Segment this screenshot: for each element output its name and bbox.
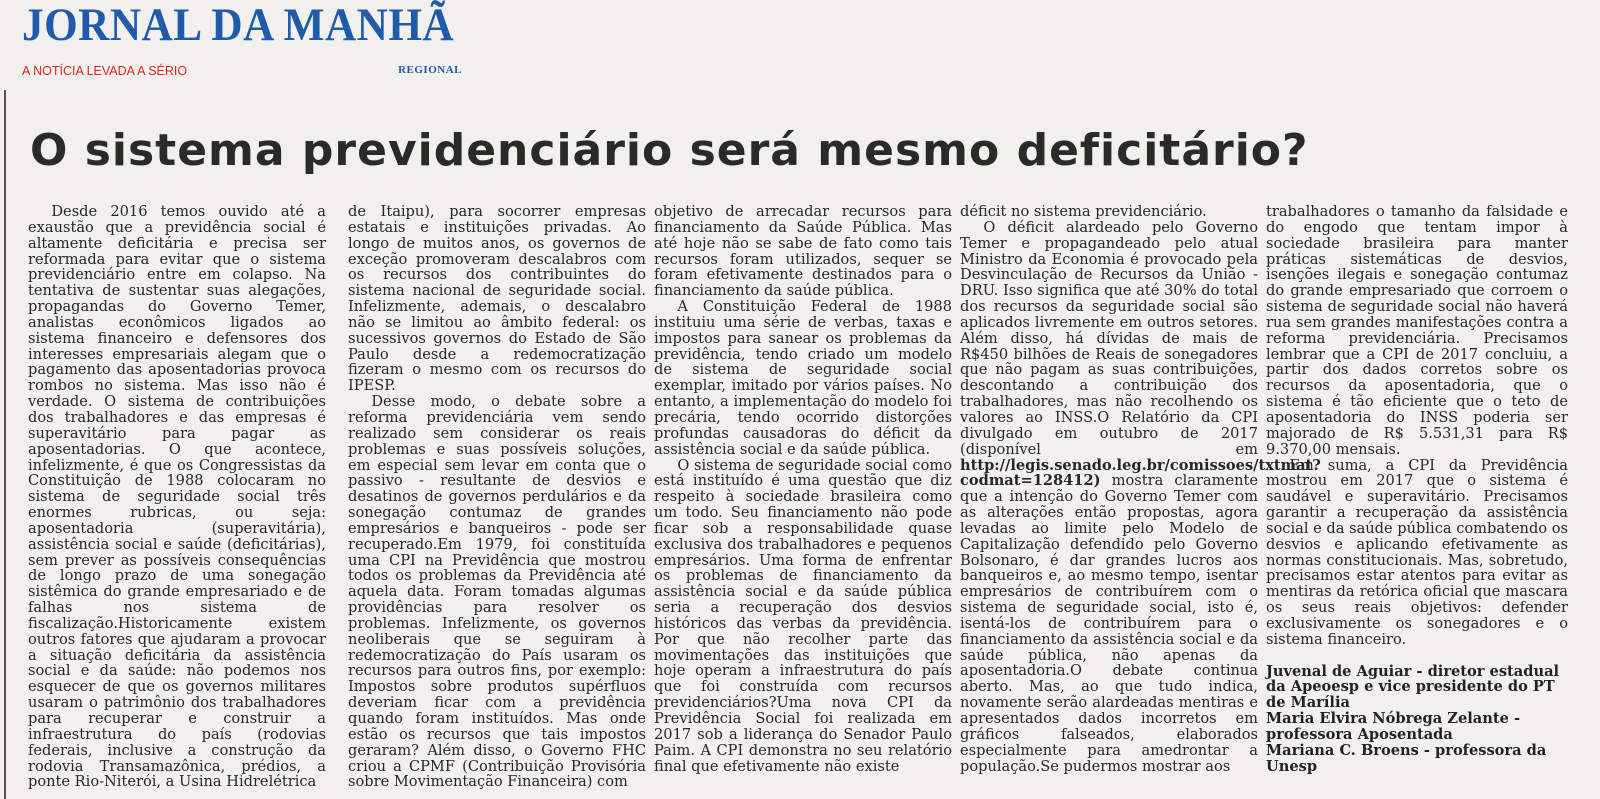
paragraph: O sistema de seguridade social como está instituído é uma questão que diz respeito à sociedade brasileira como um todo. Seu financiamento não pode ficar sob a responsabilidade quase exclusiva dos trabalhadores e pequenos empresários. Uma forma de enfrentar os problemas de financiamento da assistência social e da saúde pública seria a recuperação dos desvios históricos das verbas da previdência. Por que não recolher parte das movimentações das instituições que hoje operam a infraestrutura do país que foi construída com recursos previdenciários?Uma nova CPI da Previdência Social foi realizada em 2017 sob a liderança do Senador Paulo Paim. A CPI demonstra no seu relatório final que efetivamente não existe xyxy=(654,456,952,775)
paragraph: A Constituição Federal de 1988 instituiu uma série de verbas, taxas e impostos para sanear os problemas da previdência, tendo criado um modelo de sistema de seguridade social exemplar, imitado por vários países. No entanto, a implementação do modelo foi precária, tendo ocorrido distorções profundas causadoras do déficit da assistência social e da saúde pública. xyxy=(654,298,952,458)
paragraph: Desde 2016 temos ouvido até a exaustão que a previdência social é altamente deficitária e precisa ser reformada para evitar que o sistema previdenciário entre em colapso. Na tentativa de sustentar suas alegações, propagandas do Governo Temer, analistas econômicos ligados ao sistema financeiro e defensores dos interesses empresariais alegam que o pagamento das aposentadorias provoca rombos no sistema. Mas isso não é verdade. O sistema de contribuições dos trabalhadores e das empresas é superavitário para pagar as aposentadorias. O que acontece, infelizmente, é que os Congressistas da Constituição de 1988 colocaram no sistema de seguridade social três enormes rubricas, ou seja: aposentadoria (superavitária), assistência social e saúde (deficitárias), sem prever as possíveis consequências de longo prazo de uma sonegação sistêmica do grande empresariado e de falhas nos sistema de fiscalização.Historicamente existem outros fatores que ajudaram a provocar a situação deficitária da assistência social e da saúde: não podemos nos esquecer de que os governos militares usaram o patrimônio dos trabalhadores para recuperar e construir a infraestrutura do país (rodovias federais, inclusive a construção da rodovia Transamazônica, prédios, a ponte Rio-Niterói, a Usina Hidrelétrica xyxy=(28,203,326,791)
article-column-1 xyxy=(28,204,326,799)
paragraph xyxy=(960,218,1321,775)
author-signature: Juvenal de Aguiar - diretor estadual da Apeoesp e vice presidente do PT de Marília Maria Elvira Nóbrega Zelante - professora Aposentada Mariana C. Broens - professora da Unesp xyxy=(1266,662,1560,775)
page-edge-rule xyxy=(4,90,6,799)
newspaper-logo: JORNAL DA MANHÃ xyxy=(22,0,455,51)
article-column-2 xyxy=(348,204,646,799)
article-headline: O sistema previdenciário será mesmo deficitário? xyxy=(30,125,1309,176)
paragraph: déficit no sistema previdenciário. xyxy=(960,203,1207,220)
paragraph-text: mostra claramente que a intenção do Governo Temer com as alterações então propostas, agora levadas ao limite pelo Modelo de Capitalização defendido pelo Governo Bolsonaro, é dar grandes lucros aos banqueiros e, ao mesmo tempo, isentar empresários de contribuírem com o sistema de seguridade social, isto é, isentá-los de contribuírem para o financiamento da assistência social e da saúde pública, não apenas da aposentadoria.O debate continua aberto. Mas, ao que tudo indica, novamente serão alardeadas mentiras e apresentados dados incorretos em gráficos falseados, elaborados especialmente para amedrontar a população.Se pudermos mostrar aos xyxy=(960,472,1258,775)
paragraph: Desse modo, o debate sobre a reforma previdenciária vem sendo realizado sem considerar os reais problemas e suas possíveis soluções, em especial sem levar em conta que o passivo - resultante de desvios e desatinos de governos perdulários e da sonegação contumaz de grandes empresários e banqueiros - pode ser recuperado.Em 1979, foi constituída uma CPI na Previdência que mostrou todos os problemas da Previdência até aquela data. Foram tomadas algumas providências para resolver os problemas. Infelizmente, os governos neoliberais que se seguiram à redemocratização do País usaram os recursos para outros fins, por exemplo: Impostos sobre produtos supérfluos deveriam ficar com a previdência quando foram instituídos. Mas onde estão os recursos que tais impostos geraram? Além disso, o Governo FHC criou a CPMF (Contribuição Provisória sobre Movimentação Financeira) com xyxy=(348,393,646,791)
cpi-report-link[interactable]: http://legis.senado.leg.br/comissoes/txtmat?codmat=128412) xyxy=(960,456,1321,490)
article-column-3 xyxy=(654,204,952,799)
edition-label: REGIONAL xyxy=(398,64,462,76)
newspaper-tagline: A NOTÍCIA LEVADA A SÉRIO xyxy=(22,64,188,78)
paragraph: Em suma, a CPI da Previdência mostrou em 2017 que o sistema é saudável e superavitário. Precisamos garantir a recuperação da assistência social e da saúde pública combatendo os desvios e aplicando efetivamente as normas constitucionais. Mas, sobretudo, precisamos estar atentos para evitar as mentiras da retórica oficial que mascara os seus reais objetivos: defender exclusivamente os sonegadores e o sistema financeiro. xyxy=(1266,456,1569,648)
article-column-4 xyxy=(960,203,1321,799)
paragraph: de Itaipu), para socorrer empresas estatais e instituições privadas. Ao longo de muitos anos, os governos de exceção promoveram descalabros com os recursos dos contribuintes do sistema nacional de seguridade social. Infelizmente, ademais, o descalabro não se limitou ao âmbito federal: os sucessivos governos do Estado de São Paulo desde a redemocratização fizeram o mesmo com os recursos do IPESP. xyxy=(348,203,646,395)
paragraph-text: O déficit alardeado pelo Governo Temer e propagandeado pelo atual Ministro da Economia é provocado pela Desvinculação de Recursos da União - DRU. Isso significa que até 30% do total dos recursos da seguridade social são aplicados livremente em outros setores. Além disso, há dívidas de mais de R$450 bilhões de Reais de sonegadores que não pagam as suas contribuições, descontando a contribuição dos trabalhadores, mas não recolhendo os valores ao INSS.O Relatório da CPI divulgado em outubro de 2017 (disponível em xyxy=(960,218,1258,458)
article-column-5 xyxy=(1266,204,1568,799)
masthead-subline xyxy=(22,64,462,78)
masthead xyxy=(22,2,462,86)
paragraph: objetivo de arrecadar recursos para financiamento da Saúde Pública. Mas até hoje não se sabe de fato como tais recursos foram utilizados, sequer se foram efetivamente destinados para o financiamento da saúde pública. xyxy=(654,203,952,300)
paragraph: trabalhadores o tamanho da falsidade e do engodo que tentam impor à sociedade brasileira para manter práticas sistemáticas de desvios, isenções ilegais e sonegação contumaz do grande empresariado que corroem o sistema de seguridade social não haverá rua sem grandes manifestações contra a reforma previdenciária. Precisamos lembrar que a CPI de 2017 concluiu, a partir dos dados corretos sobre os recursos da aposentadoria, que o sistema é tão eficiente que o teto de aposentadoria do INSS poderia ser majorado de R$ 5.531,31 para R$ 9.370,00 mensais. xyxy=(1266,203,1568,458)
article-body xyxy=(16,204,1592,799)
